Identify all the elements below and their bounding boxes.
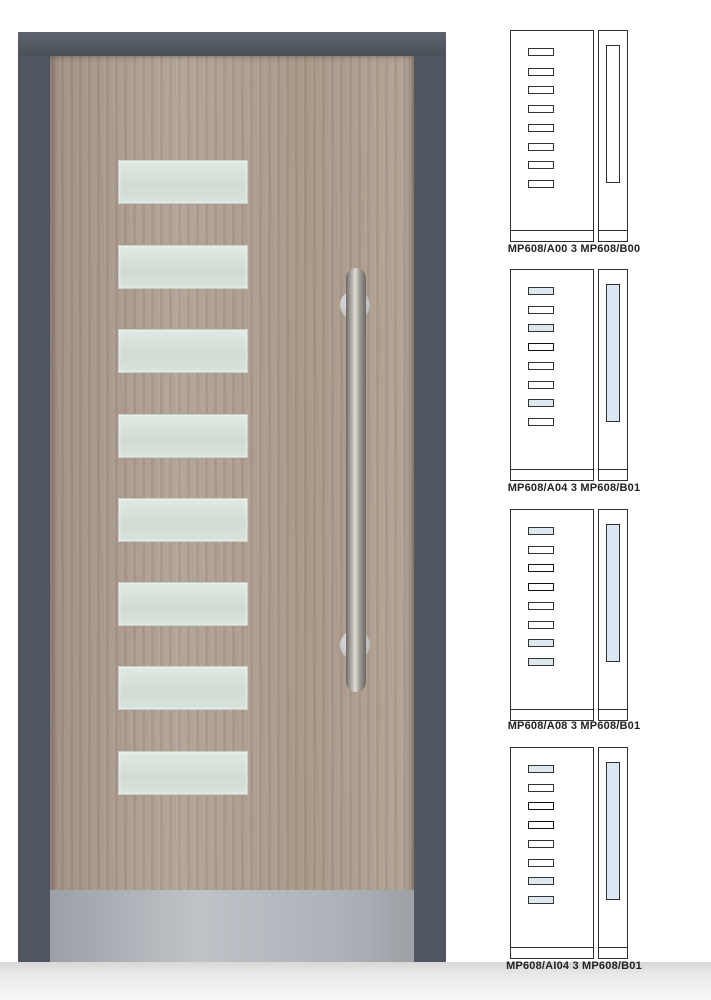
thumbnail-slot bbox=[528, 418, 554, 426]
thumbnail-slot bbox=[528, 343, 554, 351]
thumbnail-slot bbox=[528, 639, 554, 647]
thumbnail-sidelight bbox=[598, 30, 628, 242]
thumbnail-kick-line bbox=[511, 469, 593, 470]
thumbnail-slot bbox=[528, 362, 554, 370]
variant-caption-1: MP608/A00 3 MP608/B00 bbox=[507, 243, 641, 255]
variant-caption-4: MP608/AI04 3 MP608/B01 bbox=[506, 960, 642, 972]
thumbnail-sidelight bbox=[598, 509, 628, 721]
glass-panel bbox=[118, 245, 248, 289]
thumbnail-slot bbox=[528, 621, 554, 629]
thumbnail-slot bbox=[528, 287, 554, 295]
thumbnail-slot bbox=[528, 602, 554, 610]
thumbnail-slot bbox=[528, 840, 554, 848]
thumbnail-kick-line bbox=[511, 709, 593, 710]
thumbnail-slot bbox=[528, 564, 554, 572]
thumbnail-slot bbox=[528, 324, 554, 332]
thumbnail-slot bbox=[528, 546, 554, 554]
thumbnail-slot bbox=[528, 48, 554, 56]
thumbnail-slot bbox=[528, 583, 554, 591]
pull-handle bbox=[346, 268, 366, 692]
sidelight-kick-line bbox=[599, 469, 627, 470]
sidelight-pane bbox=[606, 762, 620, 900]
thumbnail-slot bbox=[528, 180, 554, 188]
kick-plate bbox=[50, 890, 414, 962]
thumbnail-kick-line bbox=[511, 230, 593, 231]
thumbnail-sidelight bbox=[598, 269, 628, 481]
variant-thumbnail-3[interactable] bbox=[510, 509, 632, 721]
glass-panel bbox=[118, 160, 248, 204]
glass-panel bbox=[118, 666, 248, 710]
thumbnail-slot bbox=[528, 86, 554, 94]
glass-panel bbox=[118, 582, 248, 626]
thumbnail-slot bbox=[528, 399, 554, 407]
door-frame-top bbox=[18, 32, 446, 56]
thumbnail-door-leaf bbox=[510, 509, 594, 721]
sidelight-kick-line bbox=[599, 709, 627, 710]
sidelight-pane bbox=[606, 284, 620, 422]
thumbnail-slot bbox=[528, 68, 554, 76]
sidelight-kick-line bbox=[599, 230, 627, 231]
glass-panel bbox=[118, 751, 248, 795]
thumbnail-kick-line bbox=[511, 947, 593, 948]
thumbnail-slot bbox=[528, 802, 554, 810]
thumbnail-door-leaf bbox=[510, 747, 594, 959]
thumbnail-slot bbox=[528, 306, 554, 314]
thumbnail-slot bbox=[528, 161, 554, 169]
variant-thumbnail-1[interactable] bbox=[510, 30, 632, 242]
thumbnail-slot bbox=[528, 143, 554, 151]
thumbnail-slot bbox=[528, 527, 554, 535]
thumbnail-slot bbox=[528, 821, 554, 829]
sidelight-pane bbox=[606, 45, 620, 183]
glass-panel bbox=[118, 414, 248, 458]
thumbnail-slot bbox=[528, 765, 554, 773]
variant-caption-3: MP608/A08 3 MP608/B01 bbox=[507, 720, 641, 732]
variant-caption-2: MP608/A04 3 MP608/B01 bbox=[507, 482, 641, 494]
thumbnail-slot bbox=[528, 896, 554, 904]
thumbnail-door-leaf bbox=[510, 269, 594, 481]
sidelight-kick-line bbox=[599, 947, 627, 948]
sidelight-pane bbox=[606, 524, 620, 662]
variant-thumbnail-2[interactable] bbox=[510, 269, 632, 481]
thumbnail-slot bbox=[528, 105, 554, 113]
thumbnail-slot bbox=[528, 859, 554, 867]
thumbnail-slot bbox=[528, 784, 554, 792]
thumbnail-sidelight bbox=[598, 747, 628, 959]
thumbnail-slot bbox=[528, 658, 554, 666]
thumbnail-slot bbox=[528, 124, 554, 132]
glass-panel bbox=[118, 329, 248, 373]
variant-thumbnail-4[interactable] bbox=[510, 747, 632, 959]
thumbnail-slot bbox=[528, 877, 554, 885]
glass-panel bbox=[118, 498, 248, 542]
thumbnail-door-leaf bbox=[510, 30, 594, 242]
thumbnail-slot bbox=[528, 381, 554, 389]
